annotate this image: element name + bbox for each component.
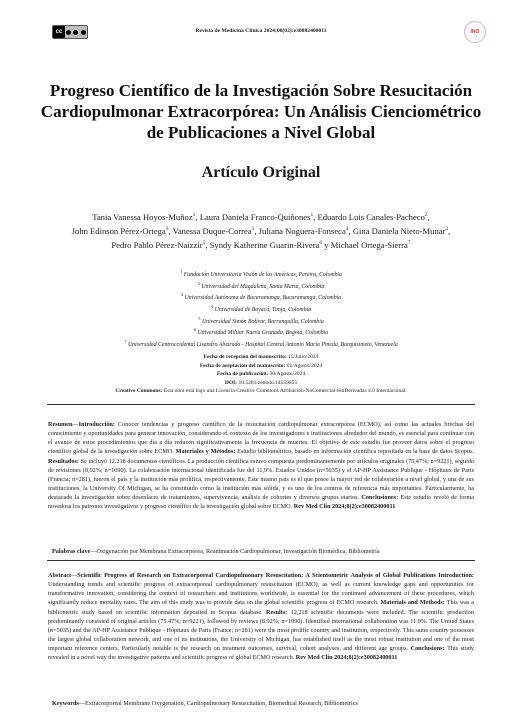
affiliation: $^4$ Universidad de Boyacá, Tunja, Colombia — [211, 303, 311, 313]
affiliation-list — [0, 268, 522, 349]
affiliation: $^2$ Universidad del Magdalena, Santa Marta, Colombia — [197, 280, 325, 290]
author: Laura Daniela Franco-Quiñones$^1$, — [199, 211, 316, 222]
affiliation: $^7$ Universidad Centroccidental Lisandro Alvarado - Hospital Central Antonio María Pineda, Barquisimeto, Venezuela — [124, 338, 398, 348]
accepted-date: Fecha de aceptación del manuscrito: 01/Agosto/2024 — [199, 362, 323, 369]
divider — [47, 404, 475, 405]
divider — [47, 560, 475, 561]
affiliation: $^5$ Universidad Simón Bolívar, Barranquilla, Colombia — [198, 315, 324, 325]
author: Juliana Noguera-Fonseca$^4$, — [258, 225, 351, 236]
author: Michael Ortega-Sierra$^7$ — [330, 239, 411, 250]
author: Tania Vanessa Hoyos-Muñoz$^1$, — [92, 211, 198, 222]
author: Gina Daniela Nieto-Munar$^3$, — [352, 225, 451, 236]
journal-header: Revista de Medicina Clinica 2024;08(02):e30082400011 — [195, 28, 327, 34]
published-date: Fecha de publicación: 30/Agosto/2024 — [216, 371, 306, 378]
keywords-spanish: Palabras clave—Oxigenación por Membrana Extracorpórea, Reanimación Cardiopulmonar, Investigación Biomédica, Bibliometría — [52, 548, 380, 555]
doi[interactable]: DOI: 10.5281/zenodo.14559855 — [224, 379, 298, 386]
article-type: Artículo Original — [201, 164, 321, 181]
journal-logo: INO — [464, 21, 486, 43]
author: Vanessa Duque-Correa$^1$, — [172, 225, 257, 236]
paper-title: Progreso Científico de la Investigación Sobre Resucitación Cardiopulmonar Extracorpórea: Un Análisis Cienciométrico de Publicaciones a Nivel Global — [40, 81, 482, 142]
author: Syndy Katherine Guarin-Rivera$^6$ y — [209, 239, 329, 250]
abstract-english: Abstract—Scientific Progress of Research on Extracorporeal Cardiopulmonary Resuscitation: A Scientometric Analysis of Global Publications Introduction: Understanding trends and scientific progress of extracorporeal cardiopulmonary resuscitation (ECMO), as well as current knowledge gaps and opportunities for transformative innovation, considering the context of researchers and institutions worldwide, is essential for the continued advancement of these procedures, which significantly reduce mortality rates. The aim of this study was to provide data on the global scientific progress of ECMO research. Materials and Methods: This was a bibliometric study based on scientific information deposited in Scopus database. Results: 12,218 scientific documents were included. The scientific production predominantly consisted of original articles (75.47%; n=9221), followed by reviews (8.92%; n=1090). Identified international collaboration was 11.9%. The United States (n=5035) and the AP-HP Assistance Publique - Hôpitaux de Paris (France; n=281) were the most prolific country and institution, respectively. This same country possesses the largest global collaboration network, and one of its institutions, the University of Michigan, has established itself as the most robust institution and one of the most important reference centers. Particularly notable is the research on treatment outcomes, survival, cohort analyses, and different age groups. Conclusions: This study revealed in a novel way the investigative patterns and scientific progress of global ECMO research. Rev Med Clin 2024;8(2):e30082400011 — [48, 572, 475, 662]
affiliation: $^6$ Universidad Militar Nueva Granada, Bogotá, Colombia — [193, 327, 329, 337]
abstract-spanish: Resumen—Introducción: Conocer tendencias y progreso científico de la resucitación cardiopulmonar extracorpórea (ECMO), así como las actuales brechas del conocimiento y oportunidades para generar innovación, considerando el contexto de los investigadores e instituciones alrededor del mundo, es esencial para continuar con el avance de estos procedimientos que día a día reducen significativamente la frecuencia de muertes. El objetivo de este estudio fue proveer datos sobre el progreso científico global de la investigación sobre ECMO. Materiales y Métodos: Estudio bibliométrico, basado en información científica repositada en la base de datos Scopus. Resultados: Se incluyó 12.218 documentos científicos. La producción científica estuvo compuesta predominantemente por artículos originales (75,47%; n=9221), seguido de revisiones (8,92%; n=1090). La colaboración internacional identificada fue del 11,9%. Estados Unidos (n=5035) y el AP-HP Assistance Publique - Hôpitaux de Paris (Francia; n=281), fueron el país y la institución más prolífica, respectivamente. Este mismo país es el que posee la mayor red de colaboración a nivel global, y una de sus instituciones, la University Of Michigan, se ha constituido como la institución más sólida, y es uno de los centros de referencia más importantes. Particularmente, ha destacado la investigación sobre desenlaces de tratamientos, supervivencia, análisis de cohortes y diversos grupos etarios. Conclusiones: Este estudio reveló de forma novedosa los patrones investigativos y progreso científico de la investigación global sobre ECMO. Rev Med Clin 2024;8(2):e30082400011 — [48, 421, 475, 511]
author: Eduardo Luis Canales-Pacheco$^2$, — [317, 211, 430, 222]
cc-logo-icon: cc — [53, 26, 65, 38]
affiliation: $^1$ Fundación Universitaria Visión de las Américas, Pereira, Colombia — [180, 269, 342, 278]
author: John Edinson Pérez-Ortega$^3$, — [71, 225, 171, 236]
author-list — [55, 209, 467, 251]
keywords-english: Keywords—Extracorporeal Membrane Oxygenation, Cardiopulmonary Resuscitation, Biomedical Research, Bibliometrics — [52, 700, 358, 707]
license-note: Creative Commons: Esta obra está bajo una Licencia Creative Commons Atribución-NoComercial-SinDerivadas 4.0 Internacional. — [115, 388, 407, 395]
author: Pedro Pablo Pérez-Naizzir$^5$, — [111, 239, 208, 250]
manuscript-dates — [0, 353, 522, 396]
affiliation: $^3$ Universidad Autónoma de Bucaramanga, Bucaramanga, Colombia — [180, 292, 342, 302]
received-date: Fecha de recepción del manuscrito: 15/Julio/2024 — [203, 354, 319, 360]
